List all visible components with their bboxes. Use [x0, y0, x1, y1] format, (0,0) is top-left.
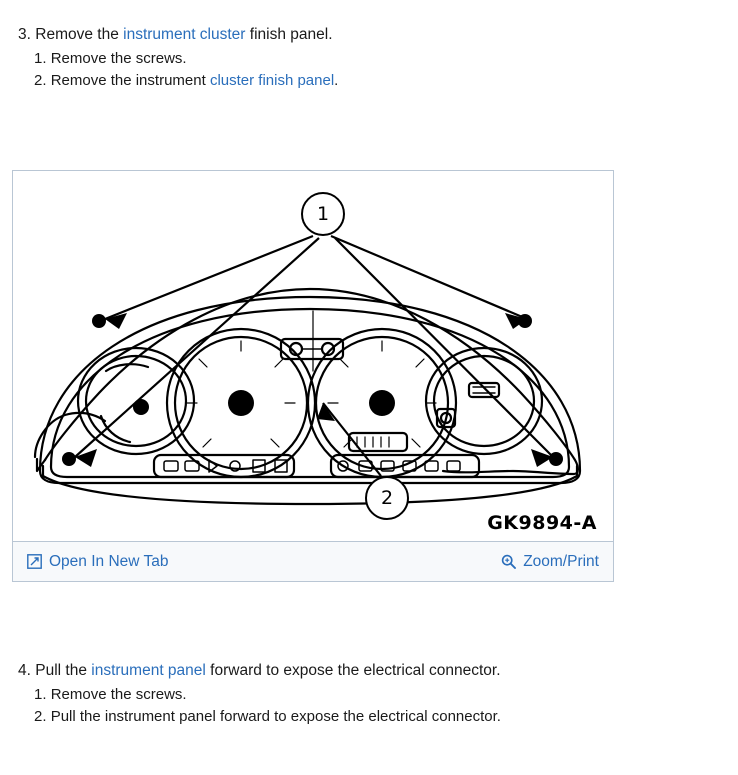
figure-image [13, 171, 613, 542]
step-3-number: 3. [18, 26, 31, 43]
substep-number: 2. [34, 72, 47, 90]
substep-number: 1. [34, 50, 47, 68]
open-in-new-tab-button[interactable] [27, 553, 168, 571]
step-3-link[interactable]: instrument cluster [123, 26, 246, 43]
step-4-line [18, 660, 501, 682]
callout-marker-2: 2 [365, 476, 409, 520]
step-3-line [18, 24, 338, 46]
step-4-substep-2 [18, 706, 501, 728]
step-4-text-after: forward to expose the electrical connector. [205, 662, 501, 679]
step-4-block [0, 660, 501, 728]
substep-number: 2. [34, 708, 47, 726]
figure-panel [12, 170, 614, 582]
step-4-substep-1 [18, 684, 501, 706]
step-3-text-after: finish panel. [245, 26, 333, 43]
step-4-link[interactable]: instrument panel [91, 662, 206, 679]
figure-code: GK9894-A [487, 512, 597, 534]
substep-text-before: Remove the screws. [50, 50, 187, 68]
substep-text-before: Remove the instrument [50, 72, 210, 90]
magnifier-icon [501, 554, 516, 569]
step-3-substep-2 [18, 70, 338, 92]
step-3-text-before: Remove the [35, 26, 124, 43]
substep-text-after: . [334, 72, 339, 90]
step-4-text-before: Pull the [35, 662, 92, 679]
step-4-number: 4. [18, 662, 31, 679]
substep-link[interactable]: cluster finish panel [209, 72, 335, 90]
substep-text-before: Pull the instrument panel forward to expose the electrical connector. [50, 708, 501, 726]
callout-marker-1: 1 [301, 192, 345, 236]
substep-text-before: Remove the screws. [50, 686, 187, 704]
open-in-new-tab-icon [27, 554, 42, 569]
step-3-block [0, 24, 338, 92]
figure-toolbar [13, 541, 613, 581]
substep-number: 1. [34, 686, 47, 704]
zoom-print-button[interactable] [501, 553, 599, 571]
open-in-new-tab-label: Open In New Tab [49, 552, 169, 570]
zoom-print-label: Zoom/Print [523, 552, 599, 570]
step-3-substep-1 [18, 48, 338, 70]
